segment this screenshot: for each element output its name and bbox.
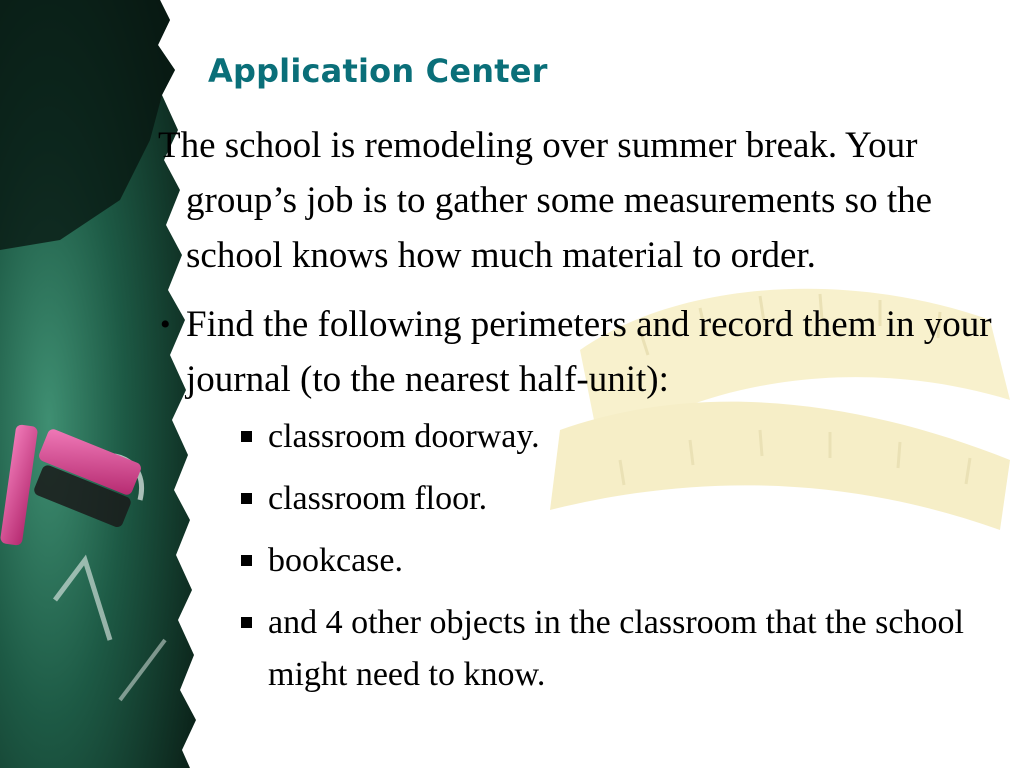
square-bullet-icon (241, 617, 252, 628)
bullet-list (150, 297, 1010, 701)
slide-title: Application Center (208, 52, 548, 90)
sub-bullet-item (186, 473, 1010, 525)
sub-bullet-list (186, 411, 1010, 701)
sub-bullet-item (186, 535, 1010, 587)
sub-bullet-item (186, 597, 1010, 701)
bullet-dot-icon: • (160, 308, 171, 341)
square-bullet-icon (241, 555, 252, 566)
bullet-item (150, 297, 1010, 701)
sub-bullet-text: and 4 other objects in the classroom that the school might need to know. (268, 604, 964, 693)
sub-bullet-text: classroom floor. (268, 480, 488, 517)
intro-paragraph: The school is remodeling over summer break. Your group’s job is to gather some measurements so the school knows how much material to order. (158, 125, 933, 276)
bullet-text: Find the following perimeters and record them in your journal (to the nearest half-unit): (186, 304, 992, 400)
sub-bullet-item (186, 411, 1010, 463)
square-bullet-icon (241, 431, 252, 442)
sub-bullet-text: classroom doorway. (268, 418, 540, 455)
slide-body (150, 118, 1010, 701)
square-bullet-icon (241, 493, 252, 504)
sub-bullet-text: bookcase. (268, 542, 404, 579)
